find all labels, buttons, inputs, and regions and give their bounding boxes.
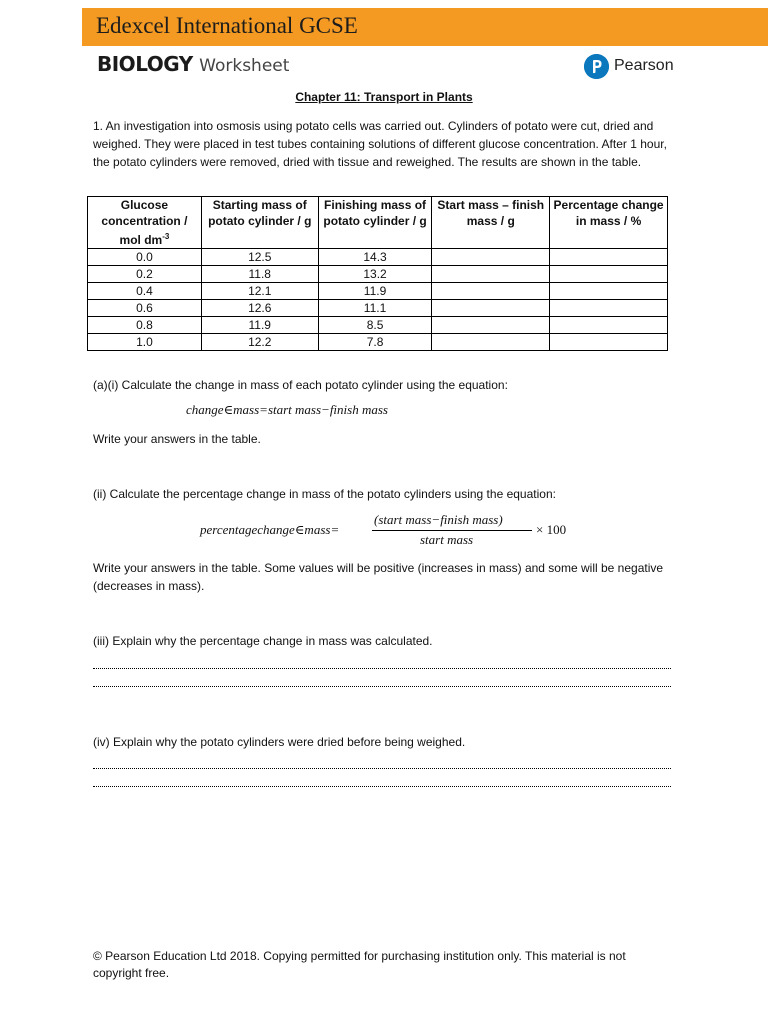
- table-row: [88, 300, 668, 317]
- header-mass-difference: Start mass – finish mass / g: [432, 197, 550, 249]
- cell-concentration: 0.2: [88, 266, 202, 283]
- answer-line[interactable]: [93, 668, 671, 673]
- results-table: [87, 196, 668, 351]
- equation-denominator: start mass: [420, 532, 474, 547]
- equation-numerator: (start mass−finish mass): [374, 512, 503, 527]
- cell-mass-difference[interactable]: [432, 317, 550, 334]
- table-header-row: [88, 197, 668, 249]
- header-glucose-concentration: [88, 197, 202, 249]
- cell-mass-difference[interactable]: [432, 266, 550, 283]
- answer-line[interactable]: [93, 786, 671, 791]
- equation-change-in-mass: change∈mass=start mass−finish mass: [186, 402, 388, 417]
- header-conc-line2: concentration /: [101, 214, 188, 228]
- question-a-iv: (iv) Explain why the potato cylinders were dried before being weighed.: [93, 735, 466, 749]
- table-row: [88, 266, 668, 283]
- pearson-logo: [584, 52, 674, 80]
- cell-concentration: 0.6: [88, 300, 202, 317]
- cell-percentage-change[interactable]: [550, 283, 668, 300]
- cell-start-mass: 12.2: [201, 334, 318, 351]
- instruction-a-ii: Write your answers in the table. Some values will be positive (increases in mass) and some will be negative (decreases in mass).: [93, 561, 664, 593]
- cell-percentage-change[interactable]: [550, 317, 668, 334]
- banner-title: Edexcel International GCSE: [96, 13, 358, 38]
- question-a-i: (a)(i) Calculate the change in mass of each potato cylinder using the equation:: [93, 378, 508, 392]
- equation-multiplier: × 100: [536, 522, 567, 537]
- question-a-iii: (iii) Explain why the percentage change in mass was calculated.: [93, 634, 433, 648]
- cell-finish-mass: 11.1: [318, 300, 432, 317]
- cell-concentration: 1.0: [88, 334, 202, 351]
- cell-finish-mass: 7.8: [318, 334, 432, 351]
- pearson-logo-icon: [584, 54, 609, 79]
- header-conc-line3: mol dm: [119, 233, 163, 247]
- cell-concentration: 0.0: [88, 249, 202, 266]
- subject-name: BIOLOGY: [97, 52, 193, 76]
- chapter-title: Chapter 11: Transport in Plants: [295, 90, 473, 104]
- cell-percentage-change[interactable]: [550, 300, 668, 317]
- answer-line[interactable]: [93, 768, 671, 773]
- cell-percentage-change[interactable]: [550, 266, 668, 283]
- question-intro: 1. An investigation into osmosis using potato cells was carried out. Cylinders of potato were cut, dried and weighed. They were placed in test tubes containing solutions of different glucose concentration. After 1 hour, the potato cylinders were removed, dried with tissue and reweighed. The results are shown in the table.: [93, 119, 667, 169]
- header-banner: [82, 8, 768, 46]
- copyright-footer: © Pearson Education Ltd 2018. Copying permitted for purchasing institution only. This material is not copyright free.: [93, 949, 626, 980]
- cell-concentration: 0.4: [88, 283, 202, 300]
- cell-mass-difference[interactable]: [432, 283, 550, 300]
- cell-finish-mass: 14.3: [318, 249, 432, 266]
- cell-start-mass: 12.6: [201, 300, 318, 317]
- cell-concentration: 0.8: [88, 317, 202, 334]
- cell-mass-difference[interactable]: [432, 249, 550, 266]
- answer-line[interactable]: [93, 686, 671, 691]
- header-percentage-change: Percentage change in mass / %: [550, 197, 668, 249]
- fraction-bar: [372, 530, 532, 531]
- subject-title: [97, 52, 289, 76]
- equation-lhs: percentagechange∈mass=: [200, 522, 340, 537]
- header-starting-mass: Starting mass of potato cylinder / g: [201, 197, 318, 249]
- cell-percentage-change[interactable]: [550, 334, 668, 351]
- cell-finish-mass: 11.9: [318, 283, 432, 300]
- table-row: [88, 249, 668, 266]
- cell-finish-mass: 8.5: [318, 317, 432, 334]
- header-finishing-mass: Finishing mass of potato cylinder / g: [318, 197, 432, 249]
- table-row: [88, 334, 668, 351]
- cell-start-mass: 12.5: [201, 249, 318, 266]
- header-conc-sup: -3: [162, 232, 170, 241]
- cell-percentage-change[interactable]: [550, 249, 668, 266]
- table-row: [88, 283, 668, 300]
- cell-mass-difference[interactable]: [432, 334, 550, 351]
- cell-finish-mass: 13.2: [318, 266, 432, 283]
- subject-subtitle: Worksheet: [199, 56, 290, 76]
- cell-start-mass: 12.1: [201, 283, 318, 300]
- instruction-a-i: Write your answers in the table.: [93, 432, 261, 446]
- cell-start-mass: 11.8: [201, 266, 318, 283]
- header-conc-line1: Glucose: [120, 198, 169, 212]
- cell-start-mass: 11.9: [201, 317, 318, 334]
- question-a-ii: (ii) Calculate the percentage change in mass of the potato cylinders using the equation:: [93, 487, 556, 501]
- cell-mass-difference[interactable]: [432, 300, 550, 317]
- table-row: [88, 317, 668, 334]
- pearson-wordmark: Pearson: [614, 57, 674, 74]
